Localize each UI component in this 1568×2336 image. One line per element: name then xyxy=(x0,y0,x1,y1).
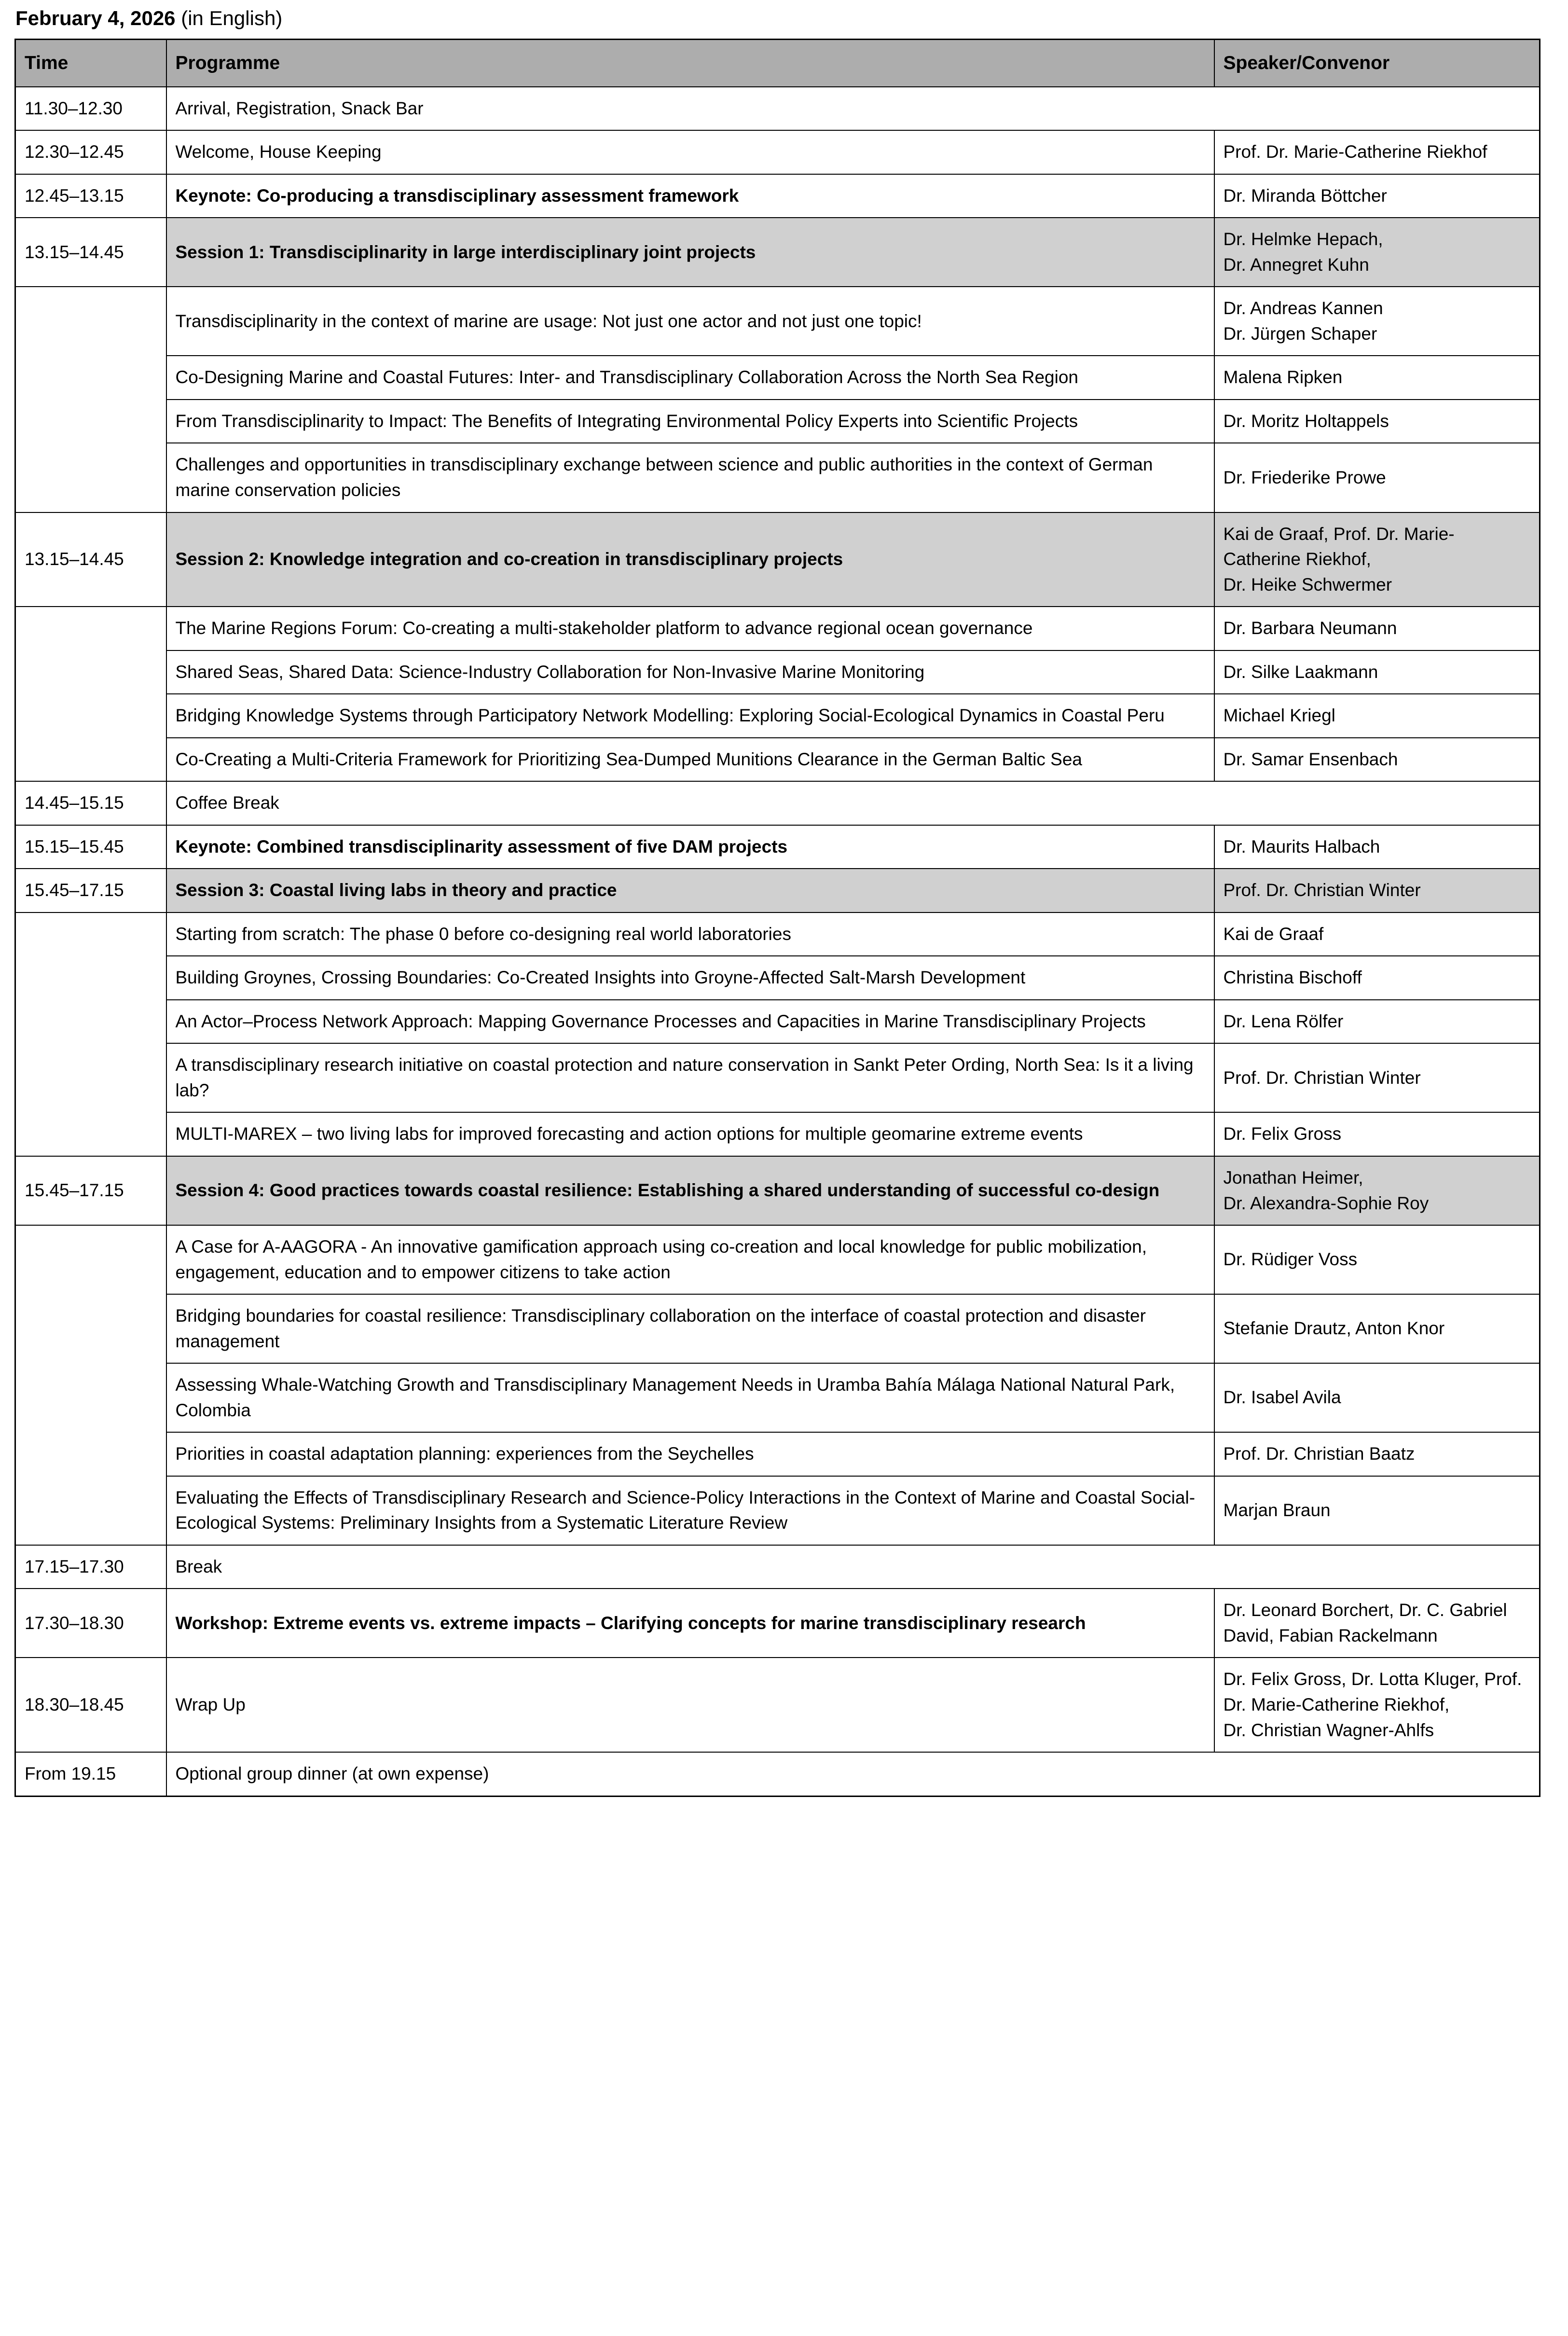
speaker-cell: Dr. Andreas Kannen Dr. Jürgen Schaper xyxy=(1214,287,1540,356)
speaker-cell: Christina Bischoff xyxy=(1214,956,1540,1000)
table-row xyxy=(15,1658,1540,1752)
time-cell: 15.15–15.45 xyxy=(15,825,166,869)
time-cell: 13.15–14.45 xyxy=(15,512,166,607)
talk-title-cell: A Case for A-AAGORA - An innovative gamification approach using co-creation and local knowledge for public mobilization, engagement, education and to empower citizens to take action xyxy=(166,1225,1214,1294)
table-row xyxy=(15,87,1540,131)
talk-title-cell: Priorities in coastal adaptation planning: experiences from the Seychelles xyxy=(166,1432,1214,1476)
table-row xyxy=(15,1225,1540,1294)
table-header-row xyxy=(15,40,1540,87)
talk-title-cell: Co-Creating a Multi-Criteria Framework for Prioritizing Sea-Dumped Munitions Clearance in the German Baltic Sea xyxy=(166,738,1214,782)
time-cell-empty xyxy=(15,1225,166,1545)
speaker-cell: Kai de Graaf xyxy=(1214,912,1540,956)
speaker-cell: Dr. Miranda Böttcher xyxy=(1214,174,1540,218)
table-row xyxy=(15,1156,1540,1225)
table-row xyxy=(15,1589,1540,1658)
session-title-cell: Session 2: Knowledge integration and co-creation in transdisciplinary projects xyxy=(166,512,1214,607)
time-cell: From 19.15 xyxy=(15,1752,166,1796)
speaker-cell: Dr. Isabel Avila xyxy=(1214,1363,1540,1432)
speaker-cell: Kai de Graaf, Prof. Dr. Marie-Catherine Riekhof, Dr. Heike Schwermer xyxy=(1214,512,1540,607)
programme-table xyxy=(14,39,1540,1797)
talk-title-cell: Welcome, House Keeping xyxy=(166,130,1214,174)
table-row xyxy=(15,174,1540,218)
speaker-cell: Prof. Dr. Christian Winter xyxy=(1214,1043,1540,1112)
talk-title-cell: From Transdisciplinarity to Impact: The Benefits of Integrating Environmental Policy Experts into Scientific Projects xyxy=(166,400,1214,443)
table-row xyxy=(15,650,1540,694)
table-row xyxy=(15,738,1540,782)
speaker-cell: Prof. Dr. Marie-Catherine Riekhof xyxy=(1214,130,1540,174)
talk-title-cell: Challenges and opportunities in transdisciplinary exchange between science and public authorities in the context of German marine conservation policies xyxy=(166,443,1214,512)
talk-title-cell: The Marine Regions Forum: Co-creating a multi-stakeholder platform to advance regional ocean governance xyxy=(166,607,1214,650)
page-title xyxy=(14,7,1554,30)
time-cell: 15.45–17.15 xyxy=(15,869,166,912)
programme-cell: Coffee Break xyxy=(166,781,1540,825)
programme-cell: Arrival, Registration, Snack Bar xyxy=(166,87,1540,131)
time-cell-empty xyxy=(15,607,166,781)
talk-title-cell: Assessing Whale-Watching Growth and Transdisciplinary Management Needs in Uramba Bahía Málaga National Natural Park, Colombia xyxy=(166,1363,1214,1432)
time-cell: 11.30–12.30 xyxy=(15,87,166,131)
speaker-cell: Dr. Silke Laakmann xyxy=(1214,650,1540,694)
talk-title-cell: Starting from scratch: The phase 0 before co-designing real world laboratories xyxy=(166,912,1214,956)
talk-title-cell: MULTI-MAREX – two living labs for improved forecasting and action options for multiple geomarine extreme events xyxy=(166,1112,1214,1156)
talk-title-cell: Evaluating the Effects of Transdisciplinary Research and Science-Policy Interactions in the Context of Marine and Coastal Social-Ecological Systems: Preliminary Insights from a Systematic Literature Review xyxy=(166,1476,1214,1545)
speaker-cell: Michael Kriegl xyxy=(1214,694,1540,738)
speaker-cell: Malena Ripken xyxy=(1214,356,1540,400)
speaker-cell: Dr. Barbara Neumann xyxy=(1214,607,1540,650)
talk-title-cell: Bridging Knowledge Systems through Participatory Network Modelling: Exploring Social-Ecological Dynamics in Coastal Peru xyxy=(166,694,1214,738)
talk-title-cell: Transdisciplinarity in the context of marine are usage: Not just one actor and not just one topic! xyxy=(166,287,1214,356)
time-cell: 17.15–17.30 xyxy=(15,1545,166,1589)
table-row xyxy=(15,218,1540,287)
table-row xyxy=(15,287,1540,356)
table-header xyxy=(15,40,1540,87)
table-row xyxy=(15,607,1540,650)
speaker-cell: Dr. Felix Gross xyxy=(1214,1112,1540,1156)
time-cell-empty xyxy=(15,287,166,512)
table-row xyxy=(15,1363,1540,1432)
talk-title-cell: Building Groynes, Crossing Boundaries: Co-Created Insights into Groyne-Affected Salt-Marsh Development xyxy=(166,956,1214,1000)
table-row xyxy=(15,1476,1540,1545)
column-header-programme: Programme xyxy=(166,40,1214,87)
speaker-cell: Dr. Helmke Hepach, Dr. Annegret Kuhn xyxy=(1214,218,1540,287)
speaker-cell: Dr. Felix Gross, Dr. Lotta Kluger, Prof. Dr. Marie-Catherine Riekhof, Dr. Christian Wagner-Ahlfs xyxy=(1214,1658,1540,1752)
workshop-title-cell: Workshop: Extreme events vs. extreme impacts – Clarifying concepts for marine transdisciplinary research xyxy=(166,1589,1214,1658)
session-title-cell: Session 4: Good practices towards coastal resilience: Establishing a shared understanding of successful co-design xyxy=(166,1156,1214,1225)
table-row xyxy=(15,869,1540,912)
column-header-speaker: Speaker/Convenor xyxy=(1214,40,1540,87)
table-row xyxy=(15,1000,1540,1044)
table-row xyxy=(15,912,1540,956)
speaker-cell: Dr. Moritz Holtappels xyxy=(1214,400,1540,443)
speaker-cell: Prof. Dr. Christian Winter xyxy=(1214,869,1540,912)
keynote-title-cell: Keynote: Co-producing a transdisciplinary assessment framework xyxy=(166,174,1214,218)
speaker-cell: Dr. Leonard Borchert, Dr. C. Gabriel David, Fabian Rackelmann xyxy=(1214,1589,1540,1658)
table-row xyxy=(15,956,1540,1000)
talk-title-cell: Bridging boundaries for coastal resilience: Transdisciplinary collaboration on the interface of coastal protection and disaster management xyxy=(166,1294,1214,1363)
programme-cell: Optional group dinner (at own expense) xyxy=(166,1752,1540,1796)
speaker-cell: Dr. Rüdiger Voss xyxy=(1214,1225,1540,1294)
time-cell: 17.30–18.30 xyxy=(15,1589,166,1658)
column-header-time: Time xyxy=(15,40,166,87)
time-cell: 18.30–18.45 xyxy=(15,1658,166,1752)
time-cell: 14.45–15.15 xyxy=(15,781,166,825)
speaker-cell: Dr. Lena Rölfer xyxy=(1214,1000,1540,1044)
table-row xyxy=(15,1432,1540,1476)
speaker-cell: Stefanie Drautz, Anton Knor xyxy=(1214,1294,1540,1363)
table-row xyxy=(15,694,1540,738)
programme-date: February 4, 2026 xyxy=(15,7,176,29)
speaker-cell: Dr. Maurits Halbach xyxy=(1214,825,1540,869)
time-cell: 13.15–14.45 xyxy=(15,218,166,287)
programme-language-note: (in English) xyxy=(181,7,283,29)
time-cell: 12.45–13.15 xyxy=(15,174,166,218)
speaker-cell: Dr. Samar Ensenbach xyxy=(1214,738,1540,782)
table-row xyxy=(15,400,1540,443)
talk-title-cell: Co-Designing Marine and Coastal Futures: Inter- and Transdisciplinary Collaboration Across the North Sea Region xyxy=(166,356,1214,400)
speaker-cell: Prof. Dr. Christian Baatz xyxy=(1214,1432,1540,1476)
speaker-cell: Jonathan Heimer, Dr. Alexandra-Sophie Roy xyxy=(1214,1156,1540,1225)
table-row xyxy=(15,825,1540,869)
table-row xyxy=(15,356,1540,400)
speaker-cell: Marjan Braun xyxy=(1214,1476,1540,1545)
talk-title-cell: Shared Seas, Shared Data: Science-Industry Collaboration for Non-Invasive Marine Monitoring xyxy=(166,650,1214,694)
talk-title-cell: An Actor–Process Network Approach: Mapping Governance Processes and Capacities in Marine Transdisciplinary Projects xyxy=(166,1000,1214,1044)
time-cell: 12.30–12.45 xyxy=(15,130,166,174)
table-row xyxy=(15,1545,1540,1589)
table-row xyxy=(15,1043,1540,1112)
table-row xyxy=(15,1752,1540,1796)
table-body xyxy=(15,87,1540,1796)
session-title-cell: Session 1: Transdisciplinarity in large interdisciplinary joint projects xyxy=(166,218,1214,287)
programme-cell: Break xyxy=(166,1545,1540,1589)
table-row xyxy=(15,443,1540,512)
table-row xyxy=(15,1112,1540,1156)
table-row xyxy=(15,130,1540,174)
talk-title-cell: Wrap Up xyxy=(166,1658,1214,1752)
table-row xyxy=(15,781,1540,825)
table-row xyxy=(15,512,1540,607)
time-cell-empty xyxy=(15,912,166,1156)
time-cell: 15.45–17.15 xyxy=(15,1156,166,1225)
keynote-title-cell: Keynote: Combined transdisciplinarity assessment of five DAM projects xyxy=(166,825,1214,869)
talk-title-cell: A transdisciplinary research initiative on coastal protection and nature conservation in Sankt Peter Ording, North Sea: Is it a living lab? xyxy=(166,1043,1214,1112)
table-row xyxy=(15,1294,1540,1363)
speaker-cell: Dr. Friederike Prowe xyxy=(1214,443,1540,512)
session-title-cell: Session 3: Coastal living labs in theory and practice xyxy=(166,869,1214,912)
